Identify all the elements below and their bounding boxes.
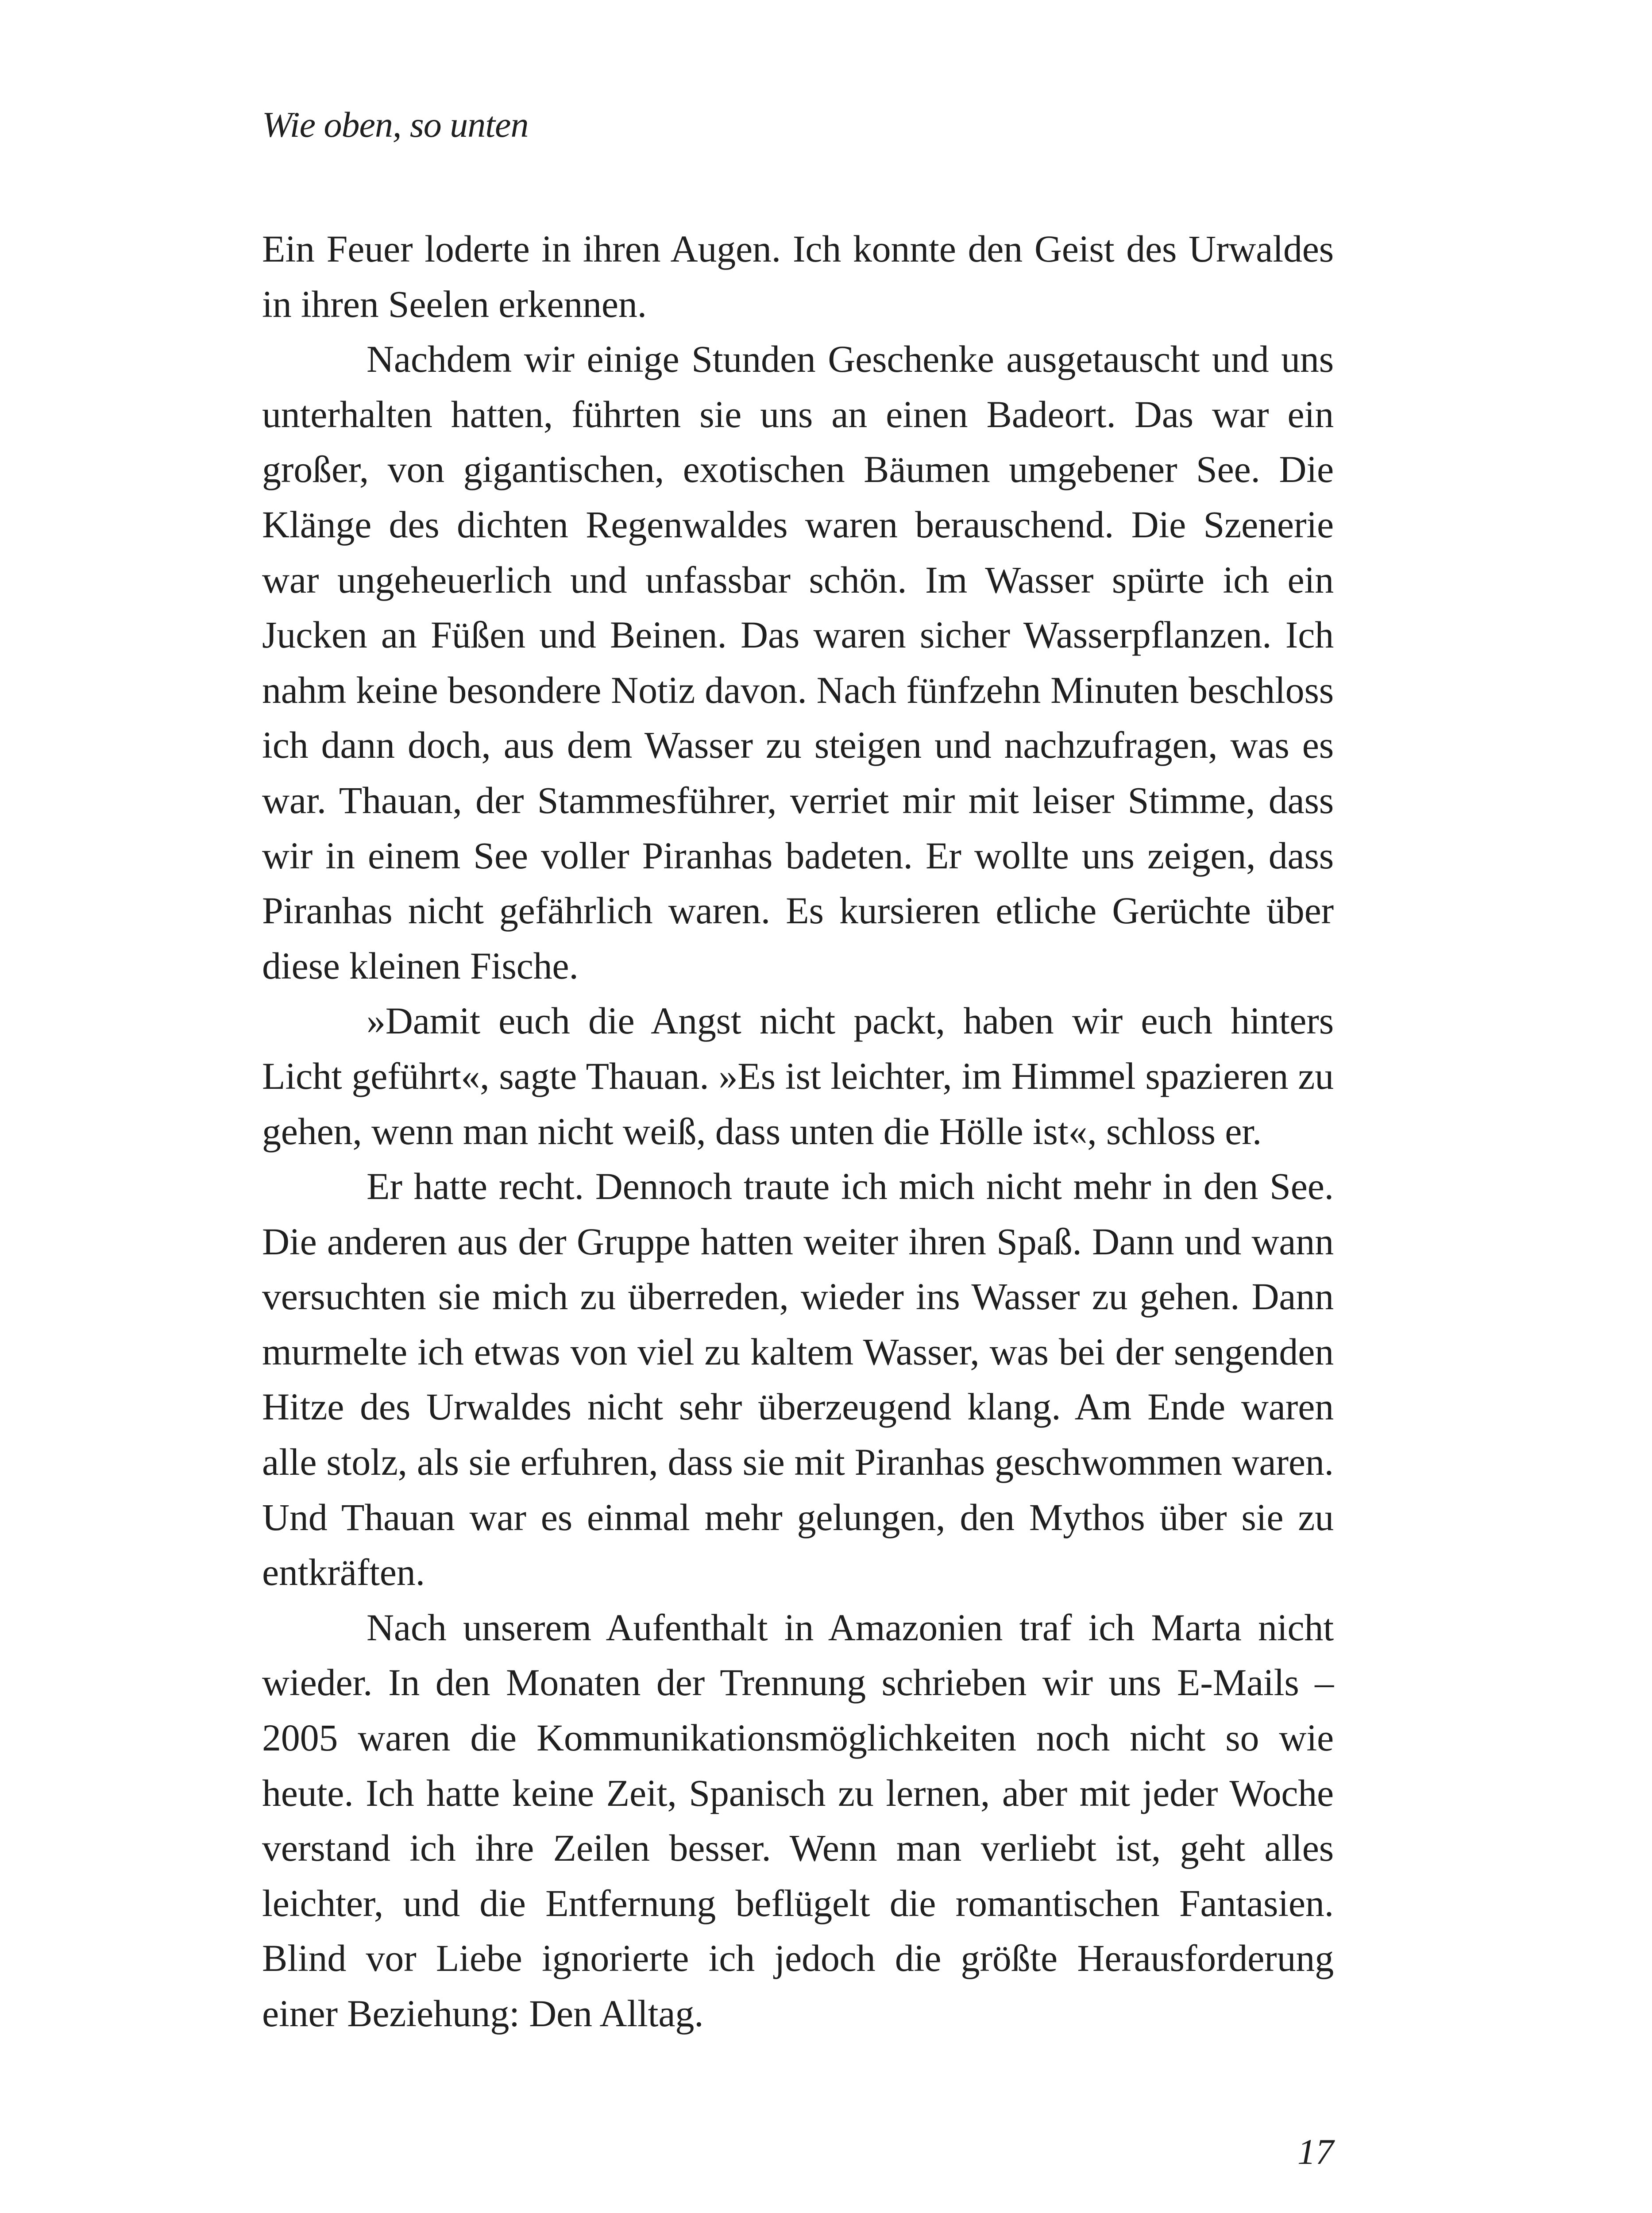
paragraph-5: Nach unserem Aufenthalt in Amazonien traf ich Marta nicht wieder. In den Monaten der Trennung schrieben wir uns E-Mails – 2005 waren die Kommunikationsmöglichkeiten noch nicht so wie heute. Ich hatte keine Zeit, Spanisch zu lernen, aber mit jeder Woche verstand ich ihre Zeilen besser. Wenn man verliebt ist, geht alles leichter, und die Entfernung beflügelt die romantischen Fantasien. Blind vor Liebe ignorierte ich jedoch die größte Herausforderung einer Beziehung: Den Alltag. <box>262 1606 1334 2035</box>
running-header: Wie oben, so unten <box>262 104 529 145</box>
paragraph-4: Er hatte recht. Dennoch traute ich mich nicht mehr in den See. Die anderen aus der Gruppe hatten weiter ihren Spaß. Dann und wann versuchten sie mich zu überreden, wieder ins Wasser zu gehen. Dann murmelte ich etwas von viel zu kaltem Wasser, was bei der sengenden Hitze des Urwaldes nicht sehr überzeugend klang. Am Ende waren alle stolz, als sie erfuhren, dass sie mit Piranhas geschwommen waren. Und Thauan war es einmal mehr gelungen, den Mythos über sie zu entkräften. <box>262 1165 1334 1594</box>
page-number: 17 <box>1297 2132 1334 2172</box>
paragraph-3: »Damit euch die Angst nicht packt, haben wir euch hinters Licht geführt«, sagte Thauan. »Es ist leichter, im Himmel spazieren zu gehen, wenn man nicht weiß, dass unten die Hölle ist«, schloss er. <box>262 999 1334 1153</box>
paragraph-2: Nachdem wir einige Stunden Geschenke ausgetauscht und uns unterhalten hatten, führten sie uns an einen Badeort. Das war ein großer, von gigantischen, exotischen Bäumen umgebener See. Die Klänge des dichten Regenwaldes waren berauschend. Die Szenerie war ungeheuerlich und unfassbar schön. Im Wasser spürte ich ein Jucken an Füßen und Beinen. Das waren sicher Wasserpflanzen. Ich nahm keine besondere Notiz davon. Nach fünfzehn Minuten beschloss ich dann doch, aus dem Wasser zu steigen und nachzufragen, was es war. Thauan, der Stammesführer, verriet mir mit leiser Stimme, dass wir in einem See voller Piranhas badeten. Er wollte uns zeigen, dass Piranhas nicht gefährlich waren. Es kursieren etliche Gerüchte über diese kleinen Fische. <box>262 338 1334 987</box>
body-text <box>262 221 1334 2041</box>
paragraph-1: Ein Feuer loderte in ihren Augen. Ich konnte den Geist des Urwaldes in ihren Seelen erkennen. <box>262 227 1334 325</box>
